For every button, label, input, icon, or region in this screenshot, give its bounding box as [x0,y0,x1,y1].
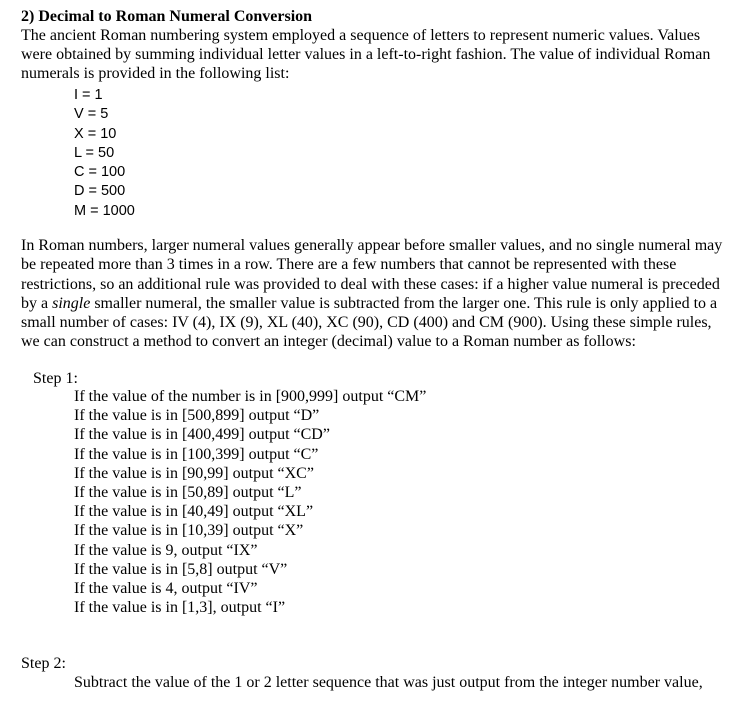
numeral-item: I = 1 [74,87,103,103]
numeral-item: V = 5 [74,106,109,123]
numeral-item: X = 10 [74,125,117,142]
rule-line: If the value is in [40,49] output “XL” [74,503,314,521]
roman-numeral-list [74,86,135,221]
paragraph-line: In Roman numbers, larger numeral values generally appear before smaller values, and no single numeral may [21,237,723,254]
step-2-label: Step 2: [21,655,66,672]
numeral-item: C = 100 [74,164,126,181]
rule-line: If the value is in [1,3], output “I” [74,599,286,617]
paragraph-line: restrictions, so an additional rule was provided to deal with these cases: if a higher value numeral is preceded [21,275,720,293]
paragraph-text: smaller numeral, the smaller value is subtracted from the larger one. This rule is only applied to a [90,294,718,312]
numeral-item: L = 50 [74,144,115,161]
rule-line: If the value of the number is in [900,999] output “CM” [74,388,427,405]
paragraph-line [21,294,751,313]
rule-line: If the value is in [10,39] output “X” [74,522,304,540]
intro-line: numerals is provided in the following list: [21,65,290,82]
rule-line: If the value is in [100,399] output “C” [74,445,319,463]
emphasis-text: single [52,294,91,312]
rule-line: If the value is in [500,899] output “D” [74,407,320,425]
rules-paragraph [21,236,751,352]
step-1-rules [74,387,426,617]
rule-line: If the value is in [90,99] output “XC” [74,464,314,482]
section-heading: 2) Decimal to Roman Numeral Conversion [21,8,313,25]
rule-line: If the value is in [400,499] output “CD” [74,426,330,444]
rule-line: If the value is 9, output “IX” [74,541,258,559]
rule-line: If the value is in [5,8] output “V” [74,560,288,578]
rule-line: If the value is 4, output “IV” [74,580,258,598]
intro-paragraph [21,26,746,83]
step-1-label: Step 1: [33,370,78,387]
paragraph-line: be repeated more than 3 times in a row. There are a few numbers that cannot be represented with these [21,256,677,274]
rule-line: If the value is in [50,89] output “L” [74,484,302,502]
intro-line: The ancient Roman numbering system employed a sequence of letters to represent numeric values. Values [21,27,701,44]
paragraph-line: small number of cases: IV (4), IX (9), XL (40), XC (90), CD (400) and CM (900). Using these simple rules, [21,314,712,332]
step-2-text: Subtract the value of the 1 or 2 letter sequence that was just output from the integer number value, [74,674,703,691]
paragraph-text: by a [21,294,53,312]
intro-line: were obtained by summing individual letter values in a left-to-right fashion. The value of individual Roman [21,46,711,63]
numeral-item: D = 500 [74,183,126,200]
paragraph-line: we can construct a method to convert an integer (decimal) value to a Roman number as follows: [21,333,636,351]
numeral-item: M = 1000 [74,202,135,219]
